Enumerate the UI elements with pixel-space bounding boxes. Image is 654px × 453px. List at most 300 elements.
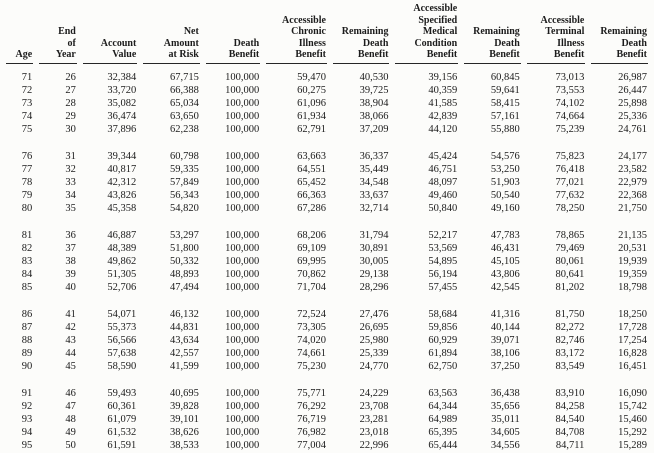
cell-remaining-death-benefit-3: 23,582 xyxy=(618,163,647,175)
cell-age: 91 xyxy=(21,387,33,399)
cell-remaining-death-benefit-2: 57,161 xyxy=(490,111,520,123)
cell-remaining-death-benefit-1: 23,708 xyxy=(359,400,389,412)
cell-accessible-specified-medical-condition-benefit: 64,344 xyxy=(428,400,458,412)
cell-remaining-death-benefit-2: 60,845 xyxy=(490,71,520,83)
table-row xyxy=(6,360,648,373)
cell-accessible-specified-medical-condition-benefit: 46,751 xyxy=(428,163,458,175)
cell-account-value: 46,887 xyxy=(107,229,137,241)
table-body xyxy=(6,64,648,453)
cell-accessible-terminal-illness-benefit: 77,021 xyxy=(555,176,585,188)
cell-age: 81 xyxy=(21,229,33,241)
table-row xyxy=(6,268,648,281)
cell-age: 79 xyxy=(21,190,33,202)
cell-account-value: 35,082 xyxy=(107,97,137,109)
cell-death-benefit: 100,000 xyxy=(225,348,260,360)
cell-account-value: 43,826 xyxy=(107,190,137,202)
cell-age: 71 xyxy=(21,71,33,83)
cell-accessible-terminal-illness-benefit: 73,013 xyxy=(555,71,585,83)
cell-accessible-specified-medical-condition-benefit: 62,750 xyxy=(428,361,458,373)
cell-accessible-specified-medical-condition-benefit: 56,194 xyxy=(428,269,458,281)
cell-end-of-year: 37 xyxy=(65,242,76,254)
cell-accessible-specified-medical-condition-benefit: 44,120 xyxy=(428,124,458,136)
cell-age: 95 xyxy=(21,440,33,452)
cell-remaining-death-benefit-3: 25,336 xyxy=(618,111,647,123)
cell-net-amount-at-risk: 59,335 xyxy=(169,163,199,175)
cell-account-value: 52,706 xyxy=(107,282,137,294)
cell-account-value: 49,862 xyxy=(107,255,137,267)
cell-end-of-year: 49 xyxy=(65,427,76,439)
cell-remaining-death-benefit-1: 24,770 xyxy=(359,361,389,373)
cell-account-value: 40,817 xyxy=(107,163,137,175)
cell-remaining-death-benefit-3: 19,939 xyxy=(618,255,647,267)
column-header-line: Specified xyxy=(418,14,458,26)
cell-accessible-terminal-illness-benefit: 83,910 xyxy=(555,387,585,399)
cell-accessible-specified-medical-condition-benefit: 53,569 xyxy=(428,242,458,254)
cell-end-of-year: 33 xyxy=(65,176,76,188)
cell-remaining-death-benefit-2: 36,438 xyxy=(490,387,520,399)
column-header-line: Condition xyxy=(414,37,458,49)
cell-remaining-death-benefit-3: 17,728 xyxy=(618,321,647,333)
cell-remaining-death-benefit-3: 24,177 xyxy=(618,150,647,162)
cell-net-amount-at-risk: 44,831 xyxy=(169,321,199,333)
cell-accessible-chronic-illness-benefit: 61,096 xyxy=(297,97,326,109)
cell-net-amount-at-risk: 62,238 xyxy=(169,124,199,136)
column-header-line: Benefit xyxy=(616,49,647,60)
cell-age: 74 xyxy=(21,111,33,123)
cell-remaining-death-benefit-1: 26,695 xyxy=(359,321,389,333)
cell-accessible-terminal-illness-benefit: 82,746 xyxy=(555,334,585,346)
cell-death-benefit: 100,000 xyxy=(225,163,260,175)
cell-account-value: 32,384 xyxy=(107,71,137,83)
cell-account-value: 61,079 xyxy=(107,413,137,425)
cell-account-value: 37,896 xyxy=(107,124,137,136)
cell-age: 89 xyxy=(21,348,33,360)
cell-accessible-specified-medical-condition-benefit: 40,359 xyxy=(428,84,458,96)
cell-death-benefit: 100,000 xyxy=(225,427,260,439)
column-header-line: Benefit xyxy=(489,49,520,60)
table-row xyxy=(6,123,648,136)
cell-accessible-terminal-illness-benefit: 81,202 xyxy=(555,282,585,294)
cell-accessible-chronic-illness-benefit: 66,363 xyxy=(297,190,326,202)
table-row xyxy=(6,143,648,163)
cell-age: 73 xyxy=(21,97,33,109)
cell-accessible-specified-medical-condition-benefit: 65,444 xyxy=(428,440,458,452)
column-header-line: End xyxy=(58,26,76,37)
cell-end-of-year: 39 xyxy=(65,269,76,281)
cell-remaining-death-benefit-3: 16,090 xyxy=(618,387,647,399)
cell-end-of-year: 41 xyxy=(65,308,76,320)
cell-accessible-terminal-illness-benefit: 78,250 xyxy=(555,203,585,215)
cell-remaining-death-benefit-2: 47,783 xyxy=(490,229,520,241)
cell-accessible-specified-medical-condition-benefit: 57,455 xyxy=(428,282,458,294)
column-header-line: Amount xyxy=(163,37,199,49)
cell-age: 82 xyxy=(21,242,33,254)
cell-remaining-death-benefit-2: 41,316 xyxy=(490,308,520,320)
cell-remaining-death-benefit-2: 50,540 xyxy=(490,190,520,202)
cell-remaining-death-benefit-2: 54,576 xyxy=(490,150,520,162)
cell-death-benefit: 100,000 xyxy=(225,387,260,399)
cell-net-amount-at-risk: 65,034 xyxy=(169,97,199,109)
column-header-line: Benefit xyxy=(357,49,389,60)
cell-remaining-death-benefit-2: 38,106 xyxy=(490,348,520,360)
cell-net-amount-at-risk: 48,893 xyxy=(169,269,199,281)
cell-accessible-terminal-illness-benefit: 79,469 xyxy=(555,242,585,254)
cell-accessible-chronic-illness-benefit: 73,305 xyxy=(297,321,326,333)
cell-net-amount-at-risk: 60,798 xyxy=(169,150,199,162)
cell-death-benefit: 100,000 xyxy=(225,229,260,241)
cell-age: 75 xyxy=(21,124,33,136)
cell-remaining-death-benefit-1: 38,066 xyxy=(359,111,389,123)
cell-net-amount-at-risk: 67,715 xyxy=(169,71,199,83)
cell-remaining-death-benefit-1: 33,637 xyxy=(359,190,389,202)
cell-remaining-death-benefit-3: 15,289 xyxy=(618,440,647,452)
cell-net-amount-at-risk: 47,494 xyxy=(169,282,199,294)
cell-death-benefit: 100,000 xyxy=(225,361,260,373)
cell-remaining-death-benefit-3: 15,742 xyxy=(618,400,647,412)
cell-end-of-year: 29 xyxy=(65,111,76,123)
column-header-line: Medical xyxy=(422,26,458,37)
cell-accessible-specified-medical-condition-benefit: 39,156 xyxy=(428,71,458,83)
column-header-net-amount-at-risk xyxy=(143,3,200,64)
cell-age: 72 xyxy=(21,84,33,96)
cell-end-of-year: 43 xyxy=(65,334,76,346)
cell-end-of-year: 36 xyxy=(65,229,76,241)
cell-death-benefit: 100,000 xyxy=(225,282,260,294)
cell-accessible-chronic-illness-benefit: 63,663 xyxy=(297,150,326,162)
table-row xyxy=(6,439,648,452)
table-row xyxy=(6,321,648,334)
cell-account-value: 36,474 xyxy=(107,111,137,123)
column-header-account-value xyxy=(83,3,137,64)
cell-remaining-death-benefit-2: 40,144 xyxy=(490,321,520,333)
cell-remaining-death-benefit-3: 22,979 xyxy=(618,176,647,188)
cell-death-benefit: 100,000 xyxy=(225,400,260,412)
column-header-line: Benefit xyxy=(295,49,326,60)
cell-death-benefit: 100,000 xyxy=(225,413,260,425)
cell-end-of-year: 50 xyxy=(65,440,76,452)
table-row xyxy=(6,400,648,413)
cell-remaining-death-benefit-1: 38,904 xyxy=(359,97,389,109)
cell-age: 93 xyxy=(21,413,33,425)
table-row xyxy=(6,255,648,268)
cell-age: 80 xyxy=(21,203,33,215)
cell-remaining-death-benefit-2: 58,415 xyxy=(490,97,520,109)
cell-age: 88 xyxy=(21,334,33,346)
cell-remaining-death-benefit-1: 34,548 xyxy=(359,176,389,188)
cell-remaining-death-benefit-3: 18,798 xyxy=(618,282,647,294)
cell-remaining-death-benefit-1: 28,296 xyxy=(359,282,389,294)
column-header-line: Remaining xyxy=(600,26,647,37)
column-header-accessible-terminal-illness-benefit xyxy=(527,3,586,64)
cell-age: 78 xyxy=(21,176,33,188)
cell-death-benefit: 100,000 xyxy=(225,308,260,320)
cell-remaining-death-benefit-1: 31,794 xyxy=(359,229,389,241)
cell-remaining-death-benefit-3: 24,761 xyxy=(618,124,647,136)
table-row xyxy=(6,301,648,321)
table-row xyxy=(6,189,648,202)
cell-end-of-year: 26 xyxy=(65,71,76,83)
table-row xyxy=(6,334,648,347)
cell-remaining-death-benefit-1: 25,339 xyxy=(359,348,389,360)
column-header-line: Death xyxy=(233,37,260,49)
cell-accessible-specified-medical-condition-benefit: 59,856 xyxy=(428,321,458,333)
cell-net-amount-at-risk: 39,101 xyxy=(169,413,199,425)
cell-accessible-specified-medical-condition-benefit: 52,217 xyxy=(428,229,458,241)
cell-accessible-specified-medical-condition-benefit: 41,585 xyxy=(428,97,458,109)
cell-net-amount-at-risk: 54,820 xyxy=(169,203,199,215)
cell-net-amount-at-risk: 51,800 xyxy=(169,242,199,254)
cell-accessible-terminal-illness-benefit: 83,549 xyxy=(555,361,585,373)
cell-net-amount-at-risk: 57,849 xyxy=(169,176,199,188)
table-row xyxy=(6,64,648,84)
cell-account-value: 61,532 xyxy=(107,427,137,439)
column-header-line: Remaining xyxy=(473,26,520,37)
cell-remaining-death-benefit-2: 53,250 xyxy=(490,163,520,175)
table-row xyxy=(6,110,648,123)
column-header-age xyxy=(6,3,33,64)
cell-age: 90 xyxy=(21,361,33,373)
cell-remaining-death-benefit-1: 22,996 xyxy=(359,440,389,452)
table-row xyxy=(6,176,648,189)
cell-remaining-death-benefit-1: 30,005 xyxy=(359,255,389,267)
cell-death-benefit: 100,000 xyxy=(225,190,260,202)
table-row xyxy=(6,163,648,176)
cell-accessible-chronic-illness-benefit: 69,109 xyxy=(297,242,326,254)
cell-remaining-death-benefit-1: 25,980 xyxy=(359,334,389,346)
column-header-line: Benefit xyxy=(553,49,585,60)
column-header-line: Account xyxy=(100,37,137,49)
cell-accessible-terminal-illness-benefit: 81,750 xyxy=(555,308,585,320)
cell-remaining-death-benefit-2: 42,545 xyxy=(490,282,520,294)
cell-end-of-year: 28 xyxy=(65,97,76,109)
cell-age: 83 xyxy=(21,255,33,267)
cell-accessible-terminal-illness-benefit: 84,711 xyxy=(555,440,585,452)
cell-account-value: 39,344 xyxy=(107,150,137,162)
column-header-line: Net xyxy=(183,26,199,37)
cell-death-benefit: 100,000 xyxy=(225,242,260,254)
cell-remaining-death-benefit-3: 16,451 xyxy=(618,361,647,373)
cell-net-amount-at-risk: 42,557 xyxy=(169,348,199,360)
cell-accessible-chronic-illness-benefit: 76,719 xyxy=(297,413,326,425)
cell-remaining-death-benefit-1: 23,018 xyxy=(359,427,389,439)
table-row xyxy=(6,84,648,97)
cell-remaining-death-benefit-3: 21,750 xyxy=(618,203,647,215)
cell-net-amount-at-risk: 53,297 xyxy=(169,229,199,241)
cell-age: 76 xyxy=(21,150,33,162)
cell-accessible-terminal-illness-benefit: 76,418 xyxy=(555,163,585,175)
cell-death-benefit: 100,000 xyxy=(225,255,260,267)
cell-account-value: 33,720 xyxy=(107,84,137,96)
column-header-end-of-year xyxy=(39,3,77,64)
cell-accessible-chronic-illness-benefit: 59,470 xyxy=(297,71,326,83)
cell-net-amount-at-risk: 56,343 xyxy=(169,190,199,202)
cell-accessible-terminal-illness-benefit: 75,823 xyxy=(555,150,585,162)
cell-end-of-year: 30 xyxy=(65,124,76,136)
cell-account-value: 55,373 xyxy=(107,321,137,333)
cell-remaining-death-benefit-2: 39,071 xyxy=(490,334,520,346)
table-row xyxy=(6,413,648,426)
cell-remaining-death-benefit-3: 26,447 xyxy=(618,84,647,96)
cell-remaining-death-benefit-3: 22,368 xyxy=(618,190,647,202)
cell-accessible-chronic-illness-benefit: 68,206 xyxy=(297,229,326,241)
cell-accessible-terminal-illness-benefit: 84,708 xyxy=(555,427,585,439)
cell-accessible-specified-medical-condition-benefit: 64,989 xyxy=(428,413,458,425)
cell-account-value: 48,389 xyxy=(107,242,137,254)
cell-remaining-death-benefit-1: 35,449 xyxy=(359,163,389,175)
cell-remaining-death-benefit-2: 45,105 xyxy=(490,255,520,267)
column-header-line: Illness xyxy=(557,37,585,49)
cell-age: 94 xyxy=(21,427,33,439)
column-header-remaining-death-benefit-1 xyxy=(333,3,390,64)
cell-death-benefit: 100,000 xyxy=(225,111,260,123)
cell-end-of-year: 32 xyxy=(65,163,76,175)
cell-accessible-specified-medical-condition-benefit: 61,894 xyxy=(428,348,458,360)
cell-accessible-specified-medical-condition-benefit: 45,424 xyxy=(428,150,458,162)
cell-remaining-death-benefit-1: 39,725 xyxy=(359,84,389,96)
cell-account-value: 56,566 xyxy=(107,334,137,346)
cell-accessible-chronic-illness-benefit: 64,551 xyxy=(297,163,326,175)
column-header-line: Chronic xyxy=(291,26,326,37)
cell-death-benefit: 100,000 xyxy=(225,203,260,215)
cell-net-amount-at-risk: 66,388 xyxy=(169,84,199,96)
column-header-line: of xyxy=(67,37,76,49)
column-header-line: Death xyxy=(621,37,647,49)
cell-end-of-year: 35 xyxy=(65,203,76,215)
table-row xyxy=(6,380,648,400)
cell-remaining-death-benefit-1: 30,891 xyxy=(359,242,389,254)
column-header-accessible-specified-medical-condition-benefit xyxy=(395,3,458,64)
cell-remaining-death-benefit-1: 32,714 xyxy=(359,203,389,215)
cell-remaining-death-benefit-3: 20,531 xyxy=(618,242,647,254)
cell-remaining-death-benefit-1: 37,209 xyxy=(359,124,389,136)
cell-remaining-death-benefit-3: 15,292 xyxy=(618,427,647,439)
cell-accessible-terminal-illness-benefit: 80,061 xyxy=(555,255,585,267)
cell-remaining-death-benefit-1: 29,138 xyxy=(359,269,389,281)
cell-accessible-chronic-illness-benefit: 67,286 xyxy=(297,203,326,215)
column-header-remaining-death-benefit-2 xyxy=(464,3,521,64)
cell-age: 84 xyxy=(21,269,33,281)
cell-accessible-specified-medical-condition-benefit: 48,097 xyxy=(428,176,458,188)
cell-accessible-specified-medical-condition-benefit: 58,684 xyxy=(428,308,458,320)
cell-net-amount-at-risk: 43,634 xyxy=(169,334,199,346)
cell-remaining-death-benefit-2: 34,556 xyxy=(490,440,520,452)
column-header-line: Year xyxy=(55,49,76,60)
cell-end-of-year: 42 xyxy=(65,321,76,333)
cell-accessible-terminal-illness-benefit: 74,664 xyxy=(555,111,585,123)
cell-remaining-death-benefit-3: 21,135 xyxy=(618,229,647,241)
cell-age: 85 xyxy=(21,282,33,294)
cell-account-value: 60,361 xyxy=(107,400,137,412)
cell-remaining-death-benefit-1: 24,229 xyxy=(359,387,389,399)
cell-age: 77 xyxy=(21,163,33,175)
cell-accessible-terminal-illness-benefit: 82,272 xyxy=(555,321,585,333)
cell-remaining-death-benefit-1: 36,337 xyxy=(359,150,389,162)
cell-accessible-terminal-illness-benefit: 75,239 xyxy=(555,124,585,136)
cell-remaining-death-benefit-3: 19,359 xyxy=(618,269,647,281)
cell-accessible-chronic-illness-benefit: 71,704 xyxy=(297,282,326,294)
cell-death-benefit: 100,000 xyxy=(225,71,260,83)
column-header-line: Benefit xyxy=(228,49,260,60)
cell-accessible-specified-medical-condition-benefit: 63,563 xyxy=(428,387,458,399)
cell-remaining-death-benefit-2: 46,431 xyxy=(490,242,520,254)
cell-account-value: 54,071 xyxy=(107,308,137,320)
cell-remaining-death-benefit-1: 40,530 xyxy=(359,71,389,83)
table-header-row xyxy=(6,3,648,64)
cell-account-value: 42,312 xyxy=(107,176,137,188)
cell-net-amount-at-risk: 63,650 xyxy=(169,111,199,123)
cell-death-benefit: 100,000 xyxy=(225,84,260,96)
cell-death-benefit: 100,000 xyxy=(225,334,260,346)
cell-remaining-death-benefit-2: 49,160 xyxy=(490,203,520,215)
cell-accessible-chronic-illness-benefit: 74,020 xyxy=(297,334,326,346)
cell-death-benefit: 100,000 xyxy=(225,321,260,333)
table-row xyxy=(6,202,648,215)
cell-accessible-terminal-illness-benefit: 84,540 xyxy=(555,413,585,425)
cell-end-of-year: 31 xyxy=(65,150,76,162)
table-row xyxy=(6,426,648,439)
cell-account-value: 45,358 xyxy=(107,203,137,215)
cell-account-value: 58,590 xyxy=(107,361,137,373)
cell-end-of-year: 38 xyxy=(65,255,76,267)
cell-end-of-year: 34 xyxy=(65,190,76,202)
cell-end-of-year: 46 xyxy=(65,387,76,399)
cell-end-of-year: 44 xyxy=(65,348,76,360)
cell-accessible-terminal-illness-benefit: 73,553 xyxy=(555,84,585,96)
cell-net-amount-at-risk: 50,332 xyxy=(169,255,199,267)
cell-net-amount-at-risk: 41,599 xyxy=(169,361,199,373)
cell-death-benefit: 100,000 xyxy=(225,150,260,162)
cell-accessible-chronic-illness-benefit: 69,995 xyxy=(297,255,326,267)
table-row xyxy=(6,97,648,110)
cell-accessible-specified-medical-condition-benefit: 49,460 xyxy=(428,190,458,202)
cell-remaining-death-benefit-2: 37,250 xyxy=(490,361,520,373)
cell-death-benefit: 100,000 xyxy=(225,440,260,452)
cell-remaining-death-benefit-3: 26,987 xyxy=(618,71,647,83)
cell-accessible-chronic-illness-benefit: 65,452 xyxy=(297,176,326,188)
column-header-line: Death xyxy=(494,37,520,49)
column-header-line: Remaining xyxy=(341,26,389,37)
cell-accessible-specified-medical-condition-benefit: 42,839 xyxy=(428,111,458,123)
cell-account-value: 61,591 xyxy=(107,440,137,452)
cell-accessible-chronic-illness-benefit: 72,524 xyxy=(297,308,326,320)
cell-accessible-chronic-illness-benefit: 74,661 xyxy=(297,348,326,360)
cell-remaining-death-benefit-2: 35,011 xyxy=(491,413,520,425)
column-header-line: Age xyxy=(15,49,33,60)
cell-remaining-death-benefit-2: 55,880 xyxy=(490,124,520,136)
cell-age: 92 xyxy=(21,400,33,412)
cell-remaining-death-benefit-2: 59,641 xyxy=(490,84,520,96)
cell-remaining-death-benefit-3: 18,250 xyxy=(618,308,647,320)
column-header-line: Accessible xyxy=(282,14,326,26)
cell-end-of-year: 45 xyxy=(65,361,76,373)
column-header-line: at Risk xyxy=(168,49,199,60)
table-row xyxy=(6,347,648,360)
cell-accessible-specified-medical-condition-benefit: 54,895 xyxy=(428,255,458,267)
cell-net-amount-at-risk: 38,626 xyxy=(169,427,199,439)
table-header xyxy=(6,3,648,64)
cell-net-amount-at-risk: 46,132 xyxy=(169,308,199,320)
table-row xyxy=(6,242,648,255)
cell-accessible-chronic-illness-benefit: 75,230 xyxy=(297,361,326,373)
cell-death-benefit: 100,000 xyxy=(225,176,260,188)
column-header-line: Accessible xyxy=(413,3,458,14)
cell-accessible-terminal-illness-benefit: 84,258 xyxy=(555,400,585,412)
cell-accessible-specified-medical-condition-benefit: 60,929 xyxy=(428,334,458,346)
column-header-line: Death xyxy=(362,37,389,49)
cell-accessible-chronic-illness-benefit: 61,934 xyxy=(297,111,326,123)
cell-end-of-year: 40 xyxy=(65,282,76,294)
cell-remaining-death-benefit-2: 51,903 xyxy=(490,176,520,188)
